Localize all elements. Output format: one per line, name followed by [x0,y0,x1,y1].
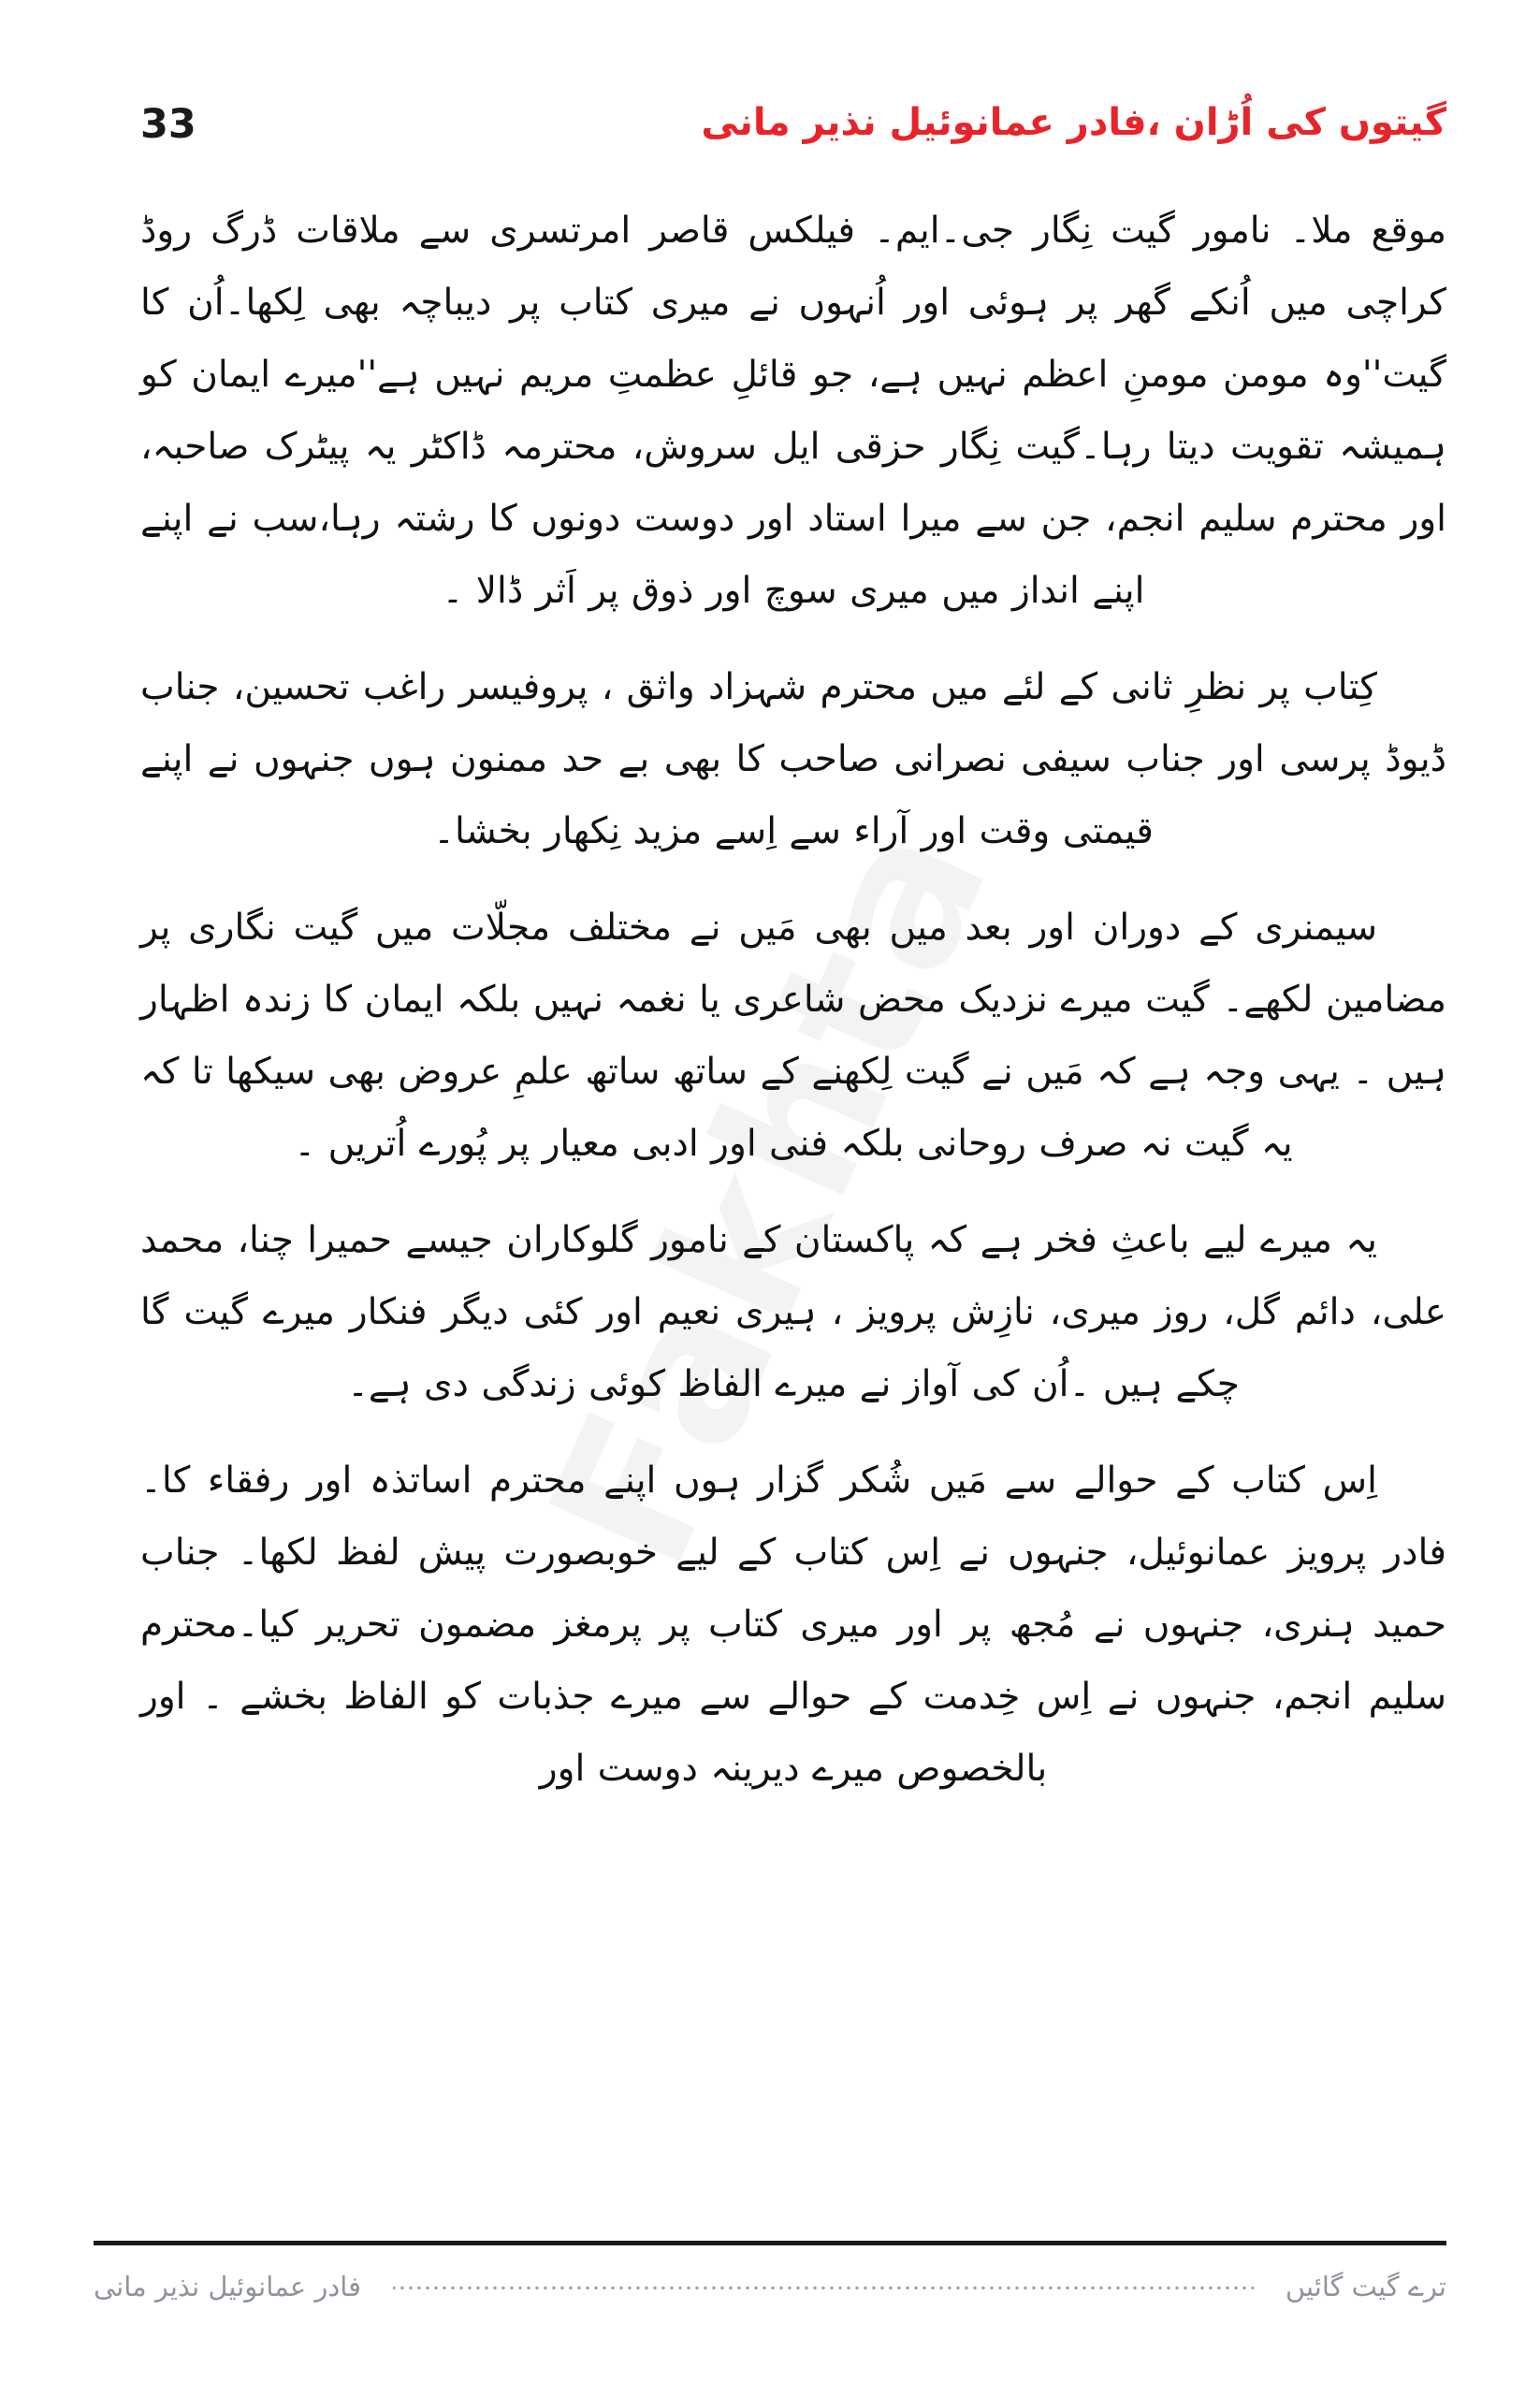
paragraph-line: ادبی معیار پر پُورے اُتریں ۔ [294,1123,699,1165]
page-header-inner [140,97,1446,172]
body-text-area [140,195,1446,2139]
paragraph-line: یہ میرے لیے باعثِ فخر ہے کہ پاکستان کے نامور گلوکاران جیسے حمیرا چنا، محمد علی، دائم [140,1219,1447,1333]
paragraph-line: خِدمت کے حوالے سے میرے جذبات کو الفاظ بخشے ۔ اور بالخصوص میرے دیرینہ دوست اور [140,1676,1048,1790]
paragraph-line: کِتاب پر نظرِ ثانی کے لئے میں محترم شہزاد واثق ، پروفیسر راغب تحسین، جناب ڈیوڈ [140,666,1446,780]
paragraph [140,651,1446,867]
footer-dot-leader [393,2286,1254,2290]
running-header-title: گیتوں کی اُڑان ،فادر عمانوئیل نذیر مانی [701,101,1446,144]
page-header [0,97,1540,172]
paragraph [140,1204,1446,1420]
paragraph-line: سے اِسے مزید نِکھار بخشا۔ [433,810,841,852]
paragraph-line: اِس کتاب کے حوالے سے مَیں شُکر گزار ہوں اپنے محترم اساتذہ اور رفقاء کا۔ فادر [140,1460,1446,1574]
footer-book-title: ترے گیت گائیں [1285,2271,1446,2303]
paragraph-line: لکھے۔ گیت میرے نزدیک محض شاعری یا نغمہ نہیں بلکہ ایمان کا زندہ اظہار ہیں ۔ یہی وجہ ہے کہ [140,979,1446,1093]
paragraph-line: موقع ملا۔ نامور گیت نِگار جی۔ایم۔ فیلکس قاصر امرتسری سے ملاقات ڈرگ روڈ کراچی میں [140,210,1447,324]
paragraph-line: جنہوں نے مُجھ پر اور میری کتاب پر پرمغز مضمون تحریر کیا۔محترم سلیم انجم، جنہوں نے اِس [140,1604,1446,1718]
paragraph-line: نے میرے الفاظ کوئی زندگی دی ہے۔ [347,1363,892,1405]
page-footer [94,2241,1446,2305]
paragraph-line: اُنکے گھر پر ہوئی اور اُنہوں نے میری کتاب پر دیباچہ بھی لِکھا۔اُن کا گیت''وہ مومن مومنِ [140,282,1446,396]
paragraph [140,892,1446,1180]
paragraph-line: پرویز عمانوئیل، جنہوں نے اِس کتاب کے لیے خوبصورت پیش لفظ لکھا۔ جناب حمید ہنری، [140,1532,1447,1646]
footer-author-name: فادر عمانوئیل نذیر مانی [94,2271,361,2303]
paragraph [140,195,1446,627]
page-number: 33 [140,101,196,148]
paragraph-line: دونوں کا رشتہ رہا،سب نے اپنے اپنے انداز میں میری سوچ اور ذوق پر اَثر ڈالا ۔ [140,498,1145,612]
paragraph-line: حزقی ایل سروش، محترمہ ڈاکٹر یہ پیٹرک صاحبہ، اور محترم سلیم انجم، جن سے میرا استاد اور دوست [140,426,1447,540]
paragraph-line: سیمنری کے دوران اور بعد میں بھی مَیں نے مختلف مجلّات میں گیت نگاری پر مضامین [140,907,1446,1021]
paragraph-line: اعظم نہیں ہے، جو قائلِ عظمتِ مریم نہیں ہے''میرے ایمان کو ہمیشہ تقویت دیتا رہا۔گیت نِگار [140,354,1446,468]
footer-divider-rule [94,2241,1446,2245]
paragraph [140,1445,1446,1805]
paragraph-line: گل، روز میری، نازِش پرویز ، ہیری نعیم اور کئی دیگر فنکار میرے گیت گا چکے ہیں ۔اُن کی آواز [140,1291,1280,1405]
paragraph-line: پرسی اور جناب سیفی نصرانی صاحب کا بھی بے حد ممنون ہوں جنہوں نے اپنے قیمتی وقت اور آراء [140,738,1371,852]
footer-row [94,2270,1446,2305]
paragraph-line: مَیں نے گیت لِکھنے کے ساتھ ساتھ علمِ عروض بھی سیکھا تا کہ یہ گیت نہ صرف روحانی بلکہ فنی اور [140,1051,1293,1165]
